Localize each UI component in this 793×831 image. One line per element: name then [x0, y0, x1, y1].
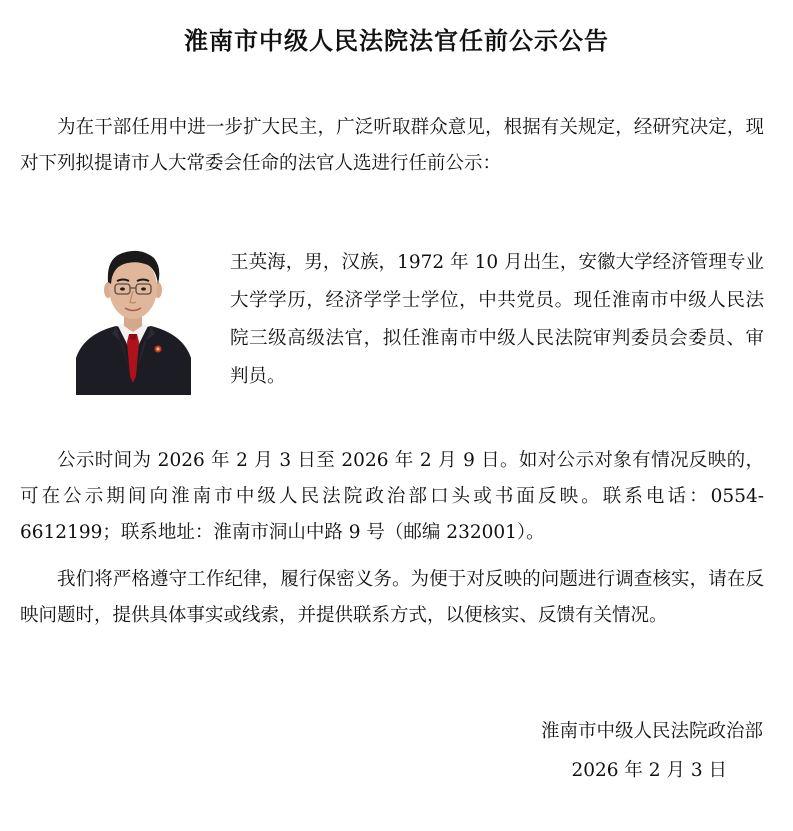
candidate-photo [76, 238, 191, 395]
notice-period-paragraph: 公示时间为 2026 年 2 月 3 日至 2026 年 2 月 9 日。如对公示对象有情况反映的，可在公示期间向淮南市中级人民法院政治部口头或书面反映。联系电话：0554-6612199；联系地址：淮南市洞山中路 9 号（邮编 232001）。 [20, 450, 764, 543]
intro-paragraph: 为在干部任用中进一步扩大民主，广泛听取群众意见，根据有关规定，经研究决定，现对下列拟提请市人大常委会任命的法官人选进行任前公示： [20, 117, 764, 174]
confidentiality-paragraph: 我们将严格遵守工作纪律，履行保密义务。为便于对反映的问题进行调查核实，请在反映问题时，提供具体事实或线索，并提供联系方式，以便核实、反馈有关情况。 [20, 569, 764, 626]
issue-date: 2026 年 2 月 3 日 [571, 760, 727, 781]
portrait-photo-icon [76, 238, 191, 395]
candidate-profile [76, 238, 764, 418]
page-title: 淮南市中级人民法院法官任前公示公告 [184, 27, 609, 55]
candidate-bio: 王英海，男，汉族，1972 年 10 月出生，安徽大学经济管理专业大学学历，经济学学士学位，中共党员。现任淮南市中级人民法院三级高级法官，拟任淮南市中级人民法院审判委员会委员、审判员。 [230, 252, 764, 387]
issuing-organization: 淮南市中级人民法院政治部 [540, 721, 763, 742]
